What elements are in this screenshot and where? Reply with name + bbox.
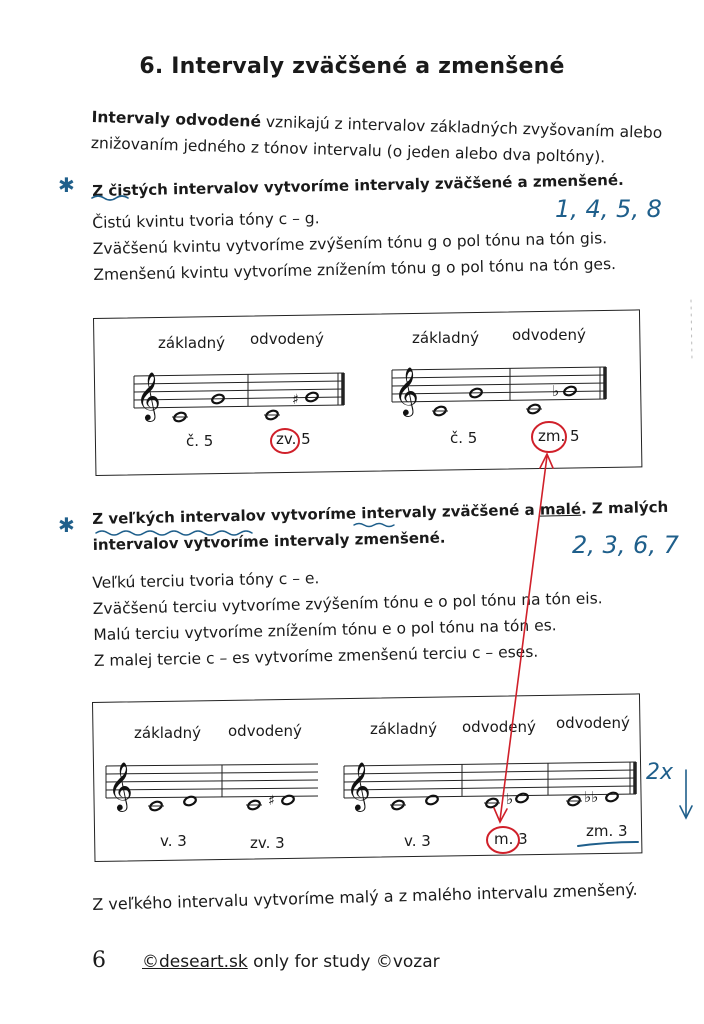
note-c (566, 795, 582, 807)
note-c (148, 800, 164, 812)
staff-1a (134, 373, 344, 408)
interval-label: v. 3 (404, 832, 431, 850)
box2-handnote: 2x (646, 760, 674, 785)
asterisk-mark-1: ✱ (58, 173, 75, 197)
squiggle-underline (92, 196, 128, 200)
label-odvodeny: odvodený (462, 718, 536, 736)
label-odvodeny: odvodený (512, 326, 586, 344)
treble-clef-icon: 𝄞 (136, 371, 161, 420)
label-zakladny: základný (134, 724, 202, 742)
label-odvodeny: odvodený (556, 714, 630, 732)
section1-line: Čistú kvintu tvoria tóny c – g. (92, 209, 320, 232)
note-c (432, 405, 448, 417)
flat-icon: ♭ (506, 790, 514, 808)
note-ges (563, 385, 577, 397)
interval-label: zv. 3 (250, 834, 285, 852)
red-circle-mark (487, 827, 519, 853)
red-circle-mark (532, 422, 566, 452)
note-eses (605, 791, 619, 803)
staff-2a (106, 764, 318, 798)
flat-icon: ♭ (552, 382, 560, 400)
note-c (526, 403, 542, 415)
interval-label: č. 5 (186, 432, 214, 450)
label-odvodeny: odvodený (250, 330, 324, 348)
blue-underline (578, 842, 638, 846)
page-number: 6 (92, 948, 106, 973)
annotations (92, 196, 692, 853)
label-zakladny: základný (158, 334, 226, 352)
note-c (390, 799, 406, 811)
sharp-icon: ♯ (292, 392, 299, 408)
note-c (264, 409, 280, 421)
section2-heading-b: . Z malých (580, 497, 669, 518)
section1-line: Zmenšenú kvintu vytvoríme znížením tónu g o pol tónu na tón ges. (93, 255, 617, 284)
section2-line: Malú terciu vytvoríme znížením tónu e o pol tónu na tón es. (93, 616, 557, 644)
label-zakladny: základný (370, 720, 438, 738)
label-zakladny: základný (412, 329, 480, 347)
section2-line: Veľkú terciu tvoria tóny c – e. (92, 569, 320, 592)
note-e (425, 794, 439, 806)
section1-heading: Z čistých intervalov vytvoríme intervaly zväčšené a zmenšené. (92, 170, 624, 200)
section2-heading-line2: intervalov vytvoríme intervaly zmenšené. (92, 528, 446, 554)
intro-text-2: znižovaním jedného z tónov intervalu (o jeden alebo dva poltóny). (90, 133, 606, 167)
double-flat-icon: ♭♭ (584, 788, 599, 806)
section1-line: Zväčšenú kvintu vytvoríme zvýšením tónu g o pol tónu na tón gis. (92, 229, 608, 258)
red-circle-mark (271, 429, 299, 453)
intro-bold: Intervaly odvodené (91, 107, 262, 131)
interval-label: zv. 5 (276, 430, 311, 448)
intro-text-1: vznikajú z intervalov základných zvyšovaním alebo (260, 112, 663, 142)
section2-heading-male: malé (539, 499, 582, 519)
note-c (246, 799, 262, 811)
interval-label: č. 5 (450, 429, 478, 447)
footer-site: ©deseart.sk (142, 952, 248, 972)
section2-line: Zväčšenú terciu vytvoríme zvýšením tónu e o pol tónu na tón eis. (92, 589, 603, 618)
section2-line: Z malej tercie c – es vytvoríme zmenšenú terciu c – eses. (93, 642, 539, 670)
bottom-note: Z veľkého intervalu vytvoríme malý a z malého intervalu zmenšený. (92, 879, 638, 914)
treble-clef-icon: 𝄞 (394, 366, 419, 415)
staff-1b (392, 367, 606, 402)
treble-clef-icon: 𝄞 (108, 761, 133, 810)
note-c (172, 411, 188, 423)
squiggle-underline (96, 531, 252, 535)
note-c (484, 797, 500, 809)
interval-label: v. 3 (160, 832, 187, 850)
red-arrow-line (500, 456, 547, 820)
section2-heading-a: Z veľkých intervalov vytvoríme intervaly zväčšené a (92, 500, 541, 528)
interval-label: m. 3 (494, 830, 528, 848)
squiggle-underline (354, 524, 394, 527)
note-es (515, 792, 529, 804)
label-odvodeny: odvodený (228, 722, 302, 740)
section2-handnote: 2, 3, 6, 7 (572, 531, 679, 559)
asterisk-mark-2: ✱ (58, 513, 75, 537)
page-title: 6. Intervaly zväčšené a zmenšené (139, 54, 565, 79)
interval-label: zm. 5 (538, 427, 580, 445)
interval-label: zm. 3 (586, 822, 628, 840)
footer-rest: only for study ©vozar (247, 952, 440, 972)
section1-handnote: 1, 4, 5, 8 (555, 195, 662, 223)
sharp-icon: ♯ (268, 793, 275, 809)
treble-clef-icon: 𝄞 (346, 761, 371, 810)
